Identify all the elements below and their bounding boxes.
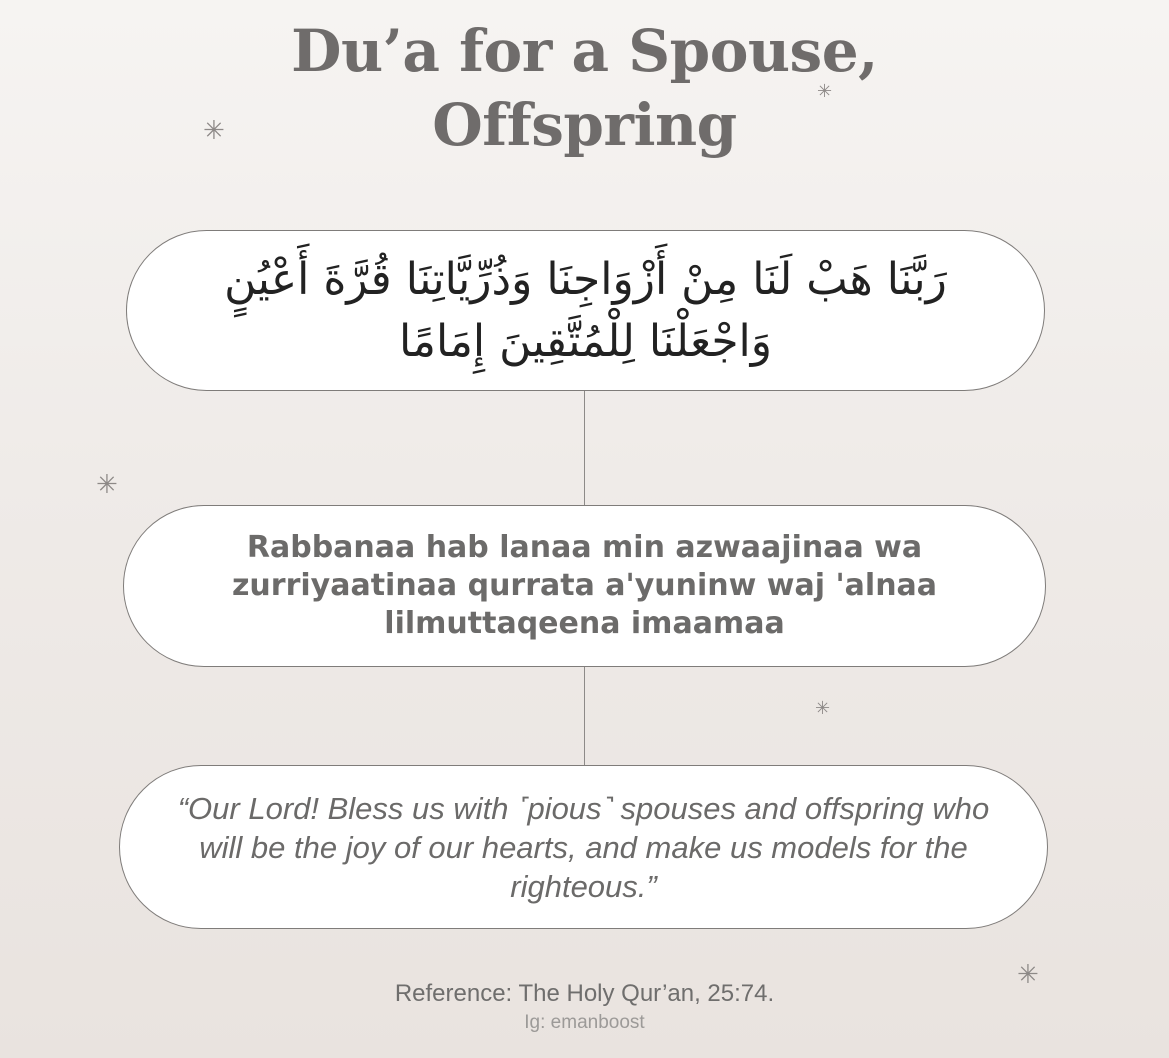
instagram-handle: Ig: emanboost	[524, 1012, 645, 1033]
sparkle-icon: ✳	[815, 698, 831, 719]
title-line-1: Du’a for a Spouse,	[291, 17, 878, 85]
connector-line	[584, 391, 585, 505]
sparkle-icon: ✳	[817, 81, 833, 102]
sparkle-icon: ✳	[1017, 960, 1039, 990]
reference-text: Reference: The Holy Qur’an, 25:74.	[394, 980, 775, 1007]
translation-card	[119, 765, 1048, 929]
transliteration-card	[123, 505, 1046, 667]
page-title	[0, 14, 1169, 162]
sparkle-icon: ✳	[203, 116, 225, 146]
transliteration-text: Rabbanaa hab lanaa min azwaajinaa wa zurriyaatinaa qurrata a'yuninw waj 'alnaa lilmuttaqeena imaamaa	[231, 530, 938, 641]
translation-text: “Our Lord! Bless us with ˹pious˺ spouses and offspring who will be the joy of our hearts, and make us models for the righteous.”	[177, 790, 990, 904]
title-line-2: Offspring	[432, 91, 737, 159]
arabic-verse-card	[126, 230, 1045, 391]
arabic-verse-text: رَبَّنَا هَبْ لَنَا مِنْ أَزْوَاجِنَا وَذُرِّيَّاتِنَا قُرَّةَ أَعْيُنٍ وَاجْعَلْنَا لِلْمُتَّقِينَ إِمَامًا	[224, 253, 947, 367]
sparkle-icon: ✳	[96, 470, 118, 500]
connector-line	[584, 667, 585, 765]
